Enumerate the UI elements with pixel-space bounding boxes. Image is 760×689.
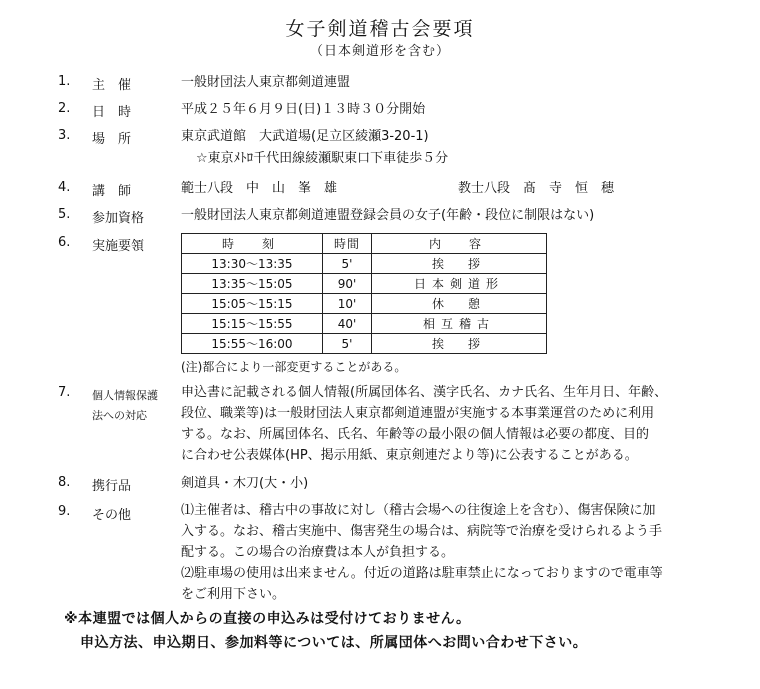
paragraph-line: 入する。なお、稽古実施中、傷害発生の場合は、病院等で治療を受けられるよう手 bbox=[181, 524, 663, 539]
schedule-time: 13:35～15:05 bbox=[182, 274, 323, 294]
label-eligibility: 参加資格 bbox=[92, 211, 145, 226]
schedule-content: 相互稽古 bbox=[372, 314, 547, 334]
item-number-host: 1. bbox=[58, 74, 71, 89]
schedule-time: 15:55～16:00 bbox=[182, 334, 323, 354]
paragraph-line: ⑵駐車場の使用は出来ません。付近の道路は駐車禁止になっておりますので電車等 bbox=[181, 566, 663, 581]
item-number-instructors: 4. bbox=[58, 180, 71, 195]
schedule-content: 休 憩 bbox=[372, 294, 547, 314]
value-eligibility: 一般財団法人東京都剣道連盟登録会員の女子(年齢・段位に制限はない) bbox=[181, 208, 595, 223]
label-equipment: 携行品 bbox=[92, 479, 132, 494]
item-number-date: 2. bbox=[58, 101, 71, 116]
schedule-header-duration: 時間 bbox=[323, 234, 372, 254]
schedule-duration: 5' bbox=[323, 254, 372, 274]
label-privacy-line1: 個人情報保護 bbox=[92, 389, 158, 402]
schedule-duration: 5' bbox=[323, 334, 372, 354]
item-number-place: 3. bbox=[58, 128, 71, 143]
schedule-row bbox=[182, 274, 547, 294]
schedule-table bbox=[181, 233, 547, 354]
schedule-content: 日本剣道形 bbox=[372, 274, 547, 294]
paragraph-line: に合わせ公表媒体(HP、掲示用紙、東京剣連だより等)に公表することがある。 bbox=[181, 448, 638, 463]
privacy-paragraph bbox=[181, 382, 746, 466]
schedule-time: 15:05～15:15 bbox=[182, 294, 323, 314]
schedule-row bbox=[182, 254, 547, 274]
value-equipment: 剣道具・木刀(大・小) bbox=[181, 476, 309, 491]
item-number-privacy: 7. bbox=[58, 385, 71, 400]
schedule-time: 15:15～15:55 bbox=[182, 314, 323, 334]
value-instructor-2: 教士八段 髙 寺 恒 穂 bbox=[458, 181, 615, 196]
paragraph-line: 配する。この場合の治療費は本人が負担する。 bbox=[181, 545, 455, 560]
label-schedule: 実施要領 bbox=[92, 239, 145, 254]
item-number-equipment: 8. bbox=[58, 475, 71, 490]
paragraph-line: 申込書に記載される個人情報(所属団体名、漢字氏名、カナ氏名、生年月日、年齢、 bbox=[181, 385, 668, 400]
label-instructors: 講 師 bbox=[92, 184, 132, 199]
paragraph-line: 段位、職業等)は一般財団法人東京都剣道連盟が実施する本事業運営のために利用 bbox=[181, 406, 655, 421]
document-subtitle: （日本剣道形を含む） bbox=[309, 44, 450, 59]
other-paragraph bbox=[181, 500, 746, 605]
document-title: 女子剣道稽古会要項 bbox=[285, 18, 475, 40]
paragraph-line: をご利用下さい。 bbox=[181, 587, 286, 602]
value-access: ☆東京ﾒﾄﾛ千代田線綾瀬駅東口下車徒歩５分 bbox=[196, 151, 449, 166]
label-place: 場 所 bbox=[92, 132, 132, 147]
schedule-row bbox=[182, 334, 547, 354]
footer-notice-line2: 申込方法、申込期日、参加料等については、所属団体へお問い合わせ下さい。 bbox=[80, 635, 588, 651]
label-date: 日 時 bbox=[92, 105, 132, 120]
schedule-content: 挨 拶 bbox=[372, 334, 547, 354]
schedule-duration: 40' bbox=[323, 314, 372, 334]
schedule-header-time: 時 刻 bbox=[182, 234, 323, 254]
schedule-time: 13:30～13:35 bbox=[182, 254, 323, 274]
footer-notice-line1: ※本連盟では個人からの直接の申込みは受付けておりません。 bbox=[64, 611, 471, 627]
value-instructor-1: 範士八段 中 山 峯 雄 bbox=[181, 181, 338, 196]
value-place: 東京武道館 大武道場(足立区綾瀬3-20-1) bbox=[181, 129, 429, 144]
label-privacy-line2: 法への対応 bbox=[92, 409, 147, 422]
schedule-note: (注)都合により一部変更することがある。 bbox=[181, 360, 407, 374]
paragraph-line: ⑴主催者は、稽古中の事故に対し（稽古会場への往復途上を含む）、傷害保険に加 bbox=[181, 503, 656, 518]
schedule-row bbox=[182, 294, 547, 314]
item-number-eligibility: 5. bbox=[58, 207, 71, 222]
value-host: 一般財団法人東京都剣道連盟 bbox=[181, 75, 351, 90]
schedule-header-content: 内 容 bbox=[372, 234, 547, 254]
label-other: その他 bbox=[92, 508, 132, 523]
schedule-duration: 10' bbox=[323, 294, 372, 314]
item-number-other: 9. bbox=[58, 504, 71, 519]
item-number-schedule: 6. bbox=[58, 235, 71, 250]
schedule-header-row bbox=[182, 234, 547, 254]
label-host: 主 催 bbox=[92, 78, 132, 93]
schedule-row bbox=[182, 314, 547, 334]
value-date: 平成２５年６月９日(日)１３時３０分開始 bbox=[181, 102, 426, 117]
paragraph-line: する。なお、所属団体名、氏名、年齢等の最小限の個人情報は必要の都度、目的 bbox=[181, 427, 650, 442]
schedule-duration: 90' bbox=[323, 274, 372, 294]
schedule-content: 挨 拶 bbox=[372, 254, 547, 274]
